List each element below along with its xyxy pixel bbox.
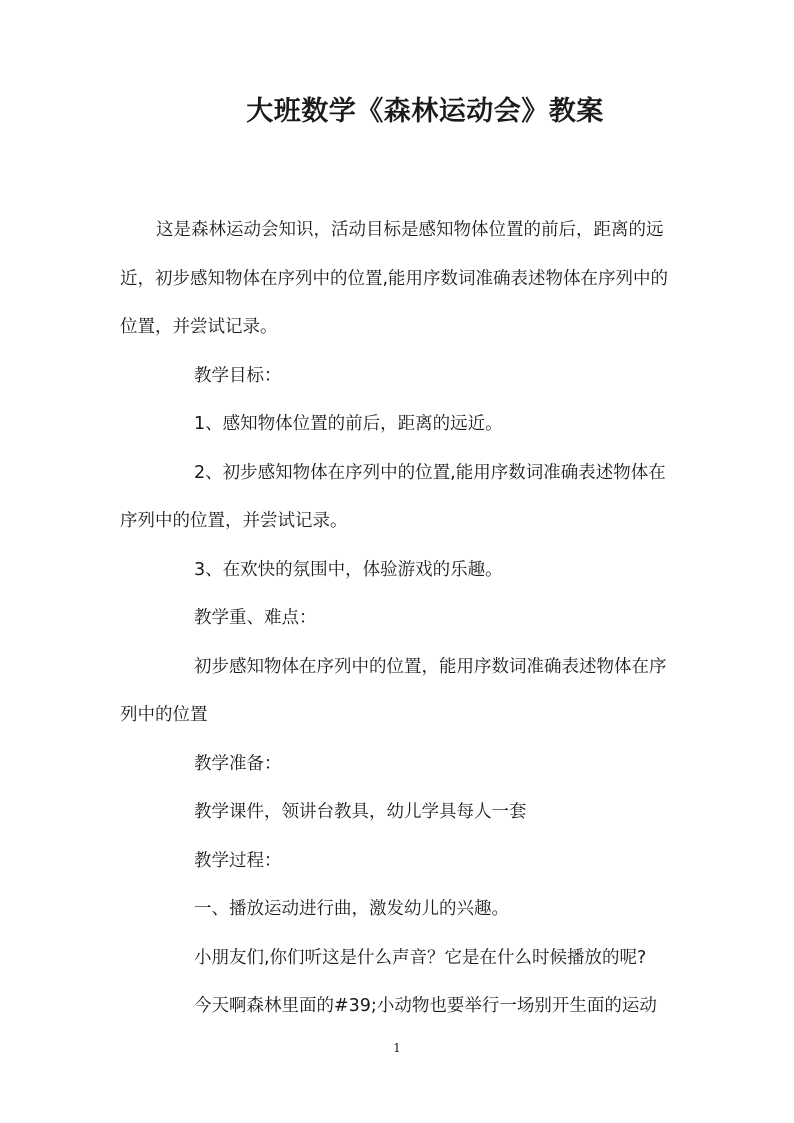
page-number: 1 [393, 1041, 401, 1055]
objective-2: 2、初步感知物体在序列中的位置,能用序数词准确表述物体在序列中的位置，并尝试记录。 [120, 462, 666, 531]
key-points-paragraph: 初步感知物体在序列中的位置，能用序数词准确表述物体在序列中的位置 [120, 656, 667, 725]
objective-1: 1、感知物体位置的前后，距离的远近。 [194, 414, 503, 434]
objectives-heading: 教学目标： [194, 365, 282, 386]
process-paragraph-1: 小朋友们,你们听这是什么声音？它是在什么时候播放的呢? [194, 947, 647, 968]
intro-paragraph: 这是森林运动会知识，活动目标是感知物体位置的前后，距离的远近，初步感知物体在序列中的位置,能用序数词准确表述物体在序列中的位置，并尝试记录。 [120, 220, 669, 337]
document-title: 大班数学《森林运动会》教案 [246, 96, 604, 127]
process-step-1: 一、播放运动进行曲，激发幼儿的兴趣。 [194, 899, 509, 919]
process-heading: 教学过程： [194, 850, 282, 871]
objective-3: 3、在欢快的氛围中，体验游戏的乐趣。 [194, 559, 503, 580]
document-body [120, 206, 676, 1031]
key-points-heading: 教学重、难点： [194, 608, 317, 628]
preparation-heading: 教学准备： [194, 753, 282, 774]
preparation-paragraph: 教学课件，领讲台教具，幼儿学具每人一套 [194, 802, 527, 822]
process-paragraph-2: 今天啊森林里面的#39;小动物也要举行一场别开生面的运动 [194, 996, 657, 1016]
